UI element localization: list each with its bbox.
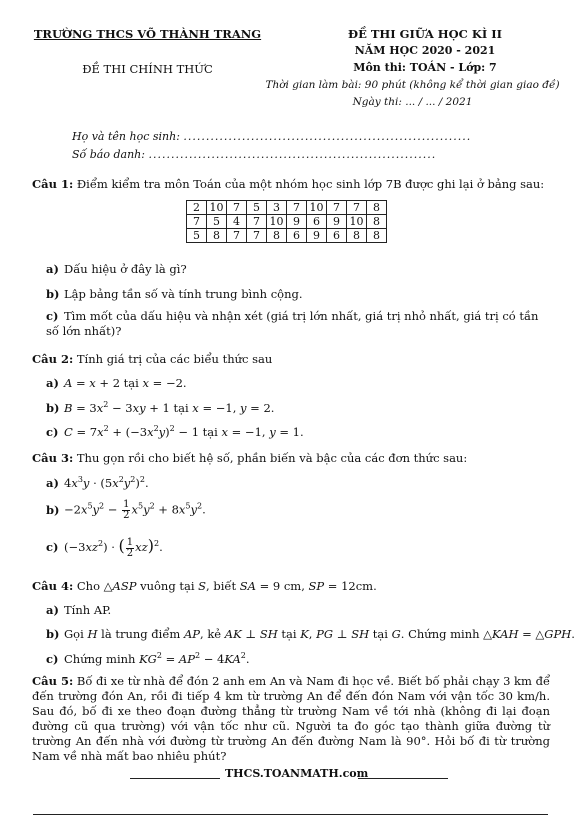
q2b-label: b) bbox=[46, 400, 60, 415]
table-cell: 8 bbox=[367, 215, 387, 229]
q1c bbox=[46, 309, 551, 339]
q3a-label: a) bbox=[46, 475, 59, 490]
score-table bbox=[186, 200, 387, 243]
table-cell: 10 bbox=[347, 215, 367, 229]
q5 bbox=[32, 674, 550, 764]
student-name-label: Họ và tên học sinh: bbox=[72, 130, 180, 143]
table-cell: 7 bbox=[347, 201, 367, 215]
q1a bbox=[46, 262, 187, 276]
table-cell: 7 bbox=[247, 229, 267, 243]
q2-label: Câu 2: bbox=[32, 352, 74, 366]
q1a-text: Dấu hiệu ở đây là gì? bbox=[64, 262, 187, 276]
exam-date: Ngày thi: ... / ... / 2021 bbox=[352, 96, 473, 108]
q1b-label: b) bbox=[46, 287, 60, 301]
student-id-dots: ................................................................ bbox=[148, 148, 437, 161]
official-label: ĐỀ THI CHÍNH THỨC bbox=[82, 62, 213, 76]
q3b-label: b) bbox=[46, 502, 60, 517]
table-cell: 7 bbox=[327, 201, 347, 215]
table-cell: 7 bbox=[187, 215, 207, 229]
table-cell: 2 bbox=[187, 201, 207, 215]
table-cell: 8 bbox=[207, 229, 227, 243]
q4b: b) Gọi H là trung điểm AP, kẻ AK ⊥ SH tại K, PG ⊥ SH tại G. Chứng minh △KAH = △GPH. bbox=[46, 627, 575, 641]
table-row bbox=[187, 229, 387, 243]
q2c-label: c) bbox=[46, 424, 59, 439]
q1b-text: Lập bảng tần số và tính trung bình cộng. bbox=[64, 287, 303, 301]
table-cell: 9 bbox=[327, 215, 347, 229]
q4a-text: Tính AP. bbox=[64, 603, 112, 617]
table-cell: 7 bbox=[287, 201, 307, 215]
table-cell: 7 bbox=[247, 215, 267, 229]
school-year: NĂM HỌC 2020 - 2021 bbox=[354, 44, 496, 57]
student-id-label: Số báo danh: bbox=[72, 148, 145, 161]
q2a: a) A = x + 2 tại x = −2. bbox=[46, 376, 187, 390]
subject: Môn thi: TOÁN - Lớp: 7 bbox=[353, 61, 497, 74]
table-cell: 9 bbox=[307, 229, 327, 243]
table-cell: 10 bbox=[207, 201, 227, 215]
q4-stem: Câu 4: Cho △ASP vuông tại S, biết SA = 9 cm, SP = 12cm. bbox=[32, 579, 377, 593]
duration: Thời gian làm bài: 90 phút (không kể thời gian giao đề) bbox=[265, 79, 560, 91]
q2a-label: a) bbox=[46, 376, 59, 390]
q5-label: Câu 5: bbox=[32, 674, 74, 688]
table-cell: 10 bbox=[307, 201, 327, 215]
table-cell: 6 bbox=[307, 215, 327, 229]
q4a-label: a) bbox=[46, 603, 59, 617]
q4a bbox=[46, 603, 111, 617]
exam-title: ĐỀ THI GIỮA HỌC KÌ II bbox=[348, 27, 502, 41]
q3-text: Thu gọn rồi cho biết hệ số, phần biến và bậc của các đơn thức sau: bbox=[76, 451, 468, 465]
q1c-label: c) bbox=[46, 309, 59, 323]
table-cell: 3 bbox=[267, 201, 287, 215]
student-id-line bbox=[72, 148, 436, 161]
bottom-rule bbox=[33, 814, 548, 815]
table-cell: 5 bbox=[247, 201, 267, 215]
table-cell: 4 bbox=[227, 215, 247, 229]
table-cell: 5 bbox=[207, 215, 227, 229]
table-row bbox=[187, 201, 387, 215]
q1-label: Câu 1: bbox=[32, 177, 74, 191]
q1-text: Điểm kiểm tra môn Toán của một nhóm học sinh lớp 7B được ghi lại ở bảng sau: bbox=[76, 177, 545, 191]
q1c-text: Tìm mốt của dấu hiệu và nhận xét (giá trị lớn nhất, giá trị nhỏ nhất, giá trị có tần số lớn nhất)? bbox=[46, 309, 539, 338]
footer-line-right bbox=[358, 778, 448, 779]
footer-site: THCS.TOANMATH.com bbox=[225, 767, 369, 780]
table-cell: 8 bbox=[367, 229, 387, 243]
table-cell: 6 bbox=[287, 229, 307, 243]
footer-line-left bbox=[130, 778, 220, 779]
q3c: c) $(-3xz^2)$ · ( $\frac{1}{2}$ xz)$^2$. bbox=[46, 536, 163, 559]
q4b-label: b) bbox=[46, 627, 60, 641]
q3-stem bbox=[32, 451, 467, 465]
q5-text: Bố đi xe từ nhà để đón 2 anh em An và Nam đi học về. Biết bố phải chạy 3 km để đến trường đón An, rồi đi tiếp 4 km từ trường An để đến đón Nam với vận tốc 30 km/h. Sau đó, bố đi xe theo đoạn đường thẳng từ trường Nam về tới nhà (không đi lại đoạn đường cũ qua trường) với vận tốc như cũ. Người ta đo góc tạo thành giữa đường từ trường An đến nhà với đường từ trường An đến đường Nam là 90°. Hỏi bố đi từ trường Nam về nhà mất bao nhiêu phút? bbox=[32, 674, 551, 763]
q1a-label: a) bbox=[46, 262, 59, 276]
table-row bbox=[187, 215, 387, 229]
q3-label: Câu 3: bbox=[32, 451, 74, 465]
q4c-label: c) bbox=[46, 651, 59, 666]
q4-label: Câu 4: bbox=[32, 579, 74, 593]
table-cell: 10 bbox=[267, 215, 287, 229]
q1b bbox=[46, 287, 303, 301]
q3b: $b) -2x^5y^2$ − $\frac{1}{2}$ $x^5y^2 + 8x^5y^2$. bbox=[46, 499, 206, 521]
table-cell: 8 bbox=[367, 201, 387, 215]
q4c: c) Chứng minh $KG^2 = AP^2 - 4KA^2$. bbox=[46, 651, 250, 666]
table-cell: 7 bbox=[227, 201, 247, 215]
q1-stem bbox=[32, 177, 544, 191]
table-cell: 5 bbox=[187, 229, 207, 243]
table-cell: 9 bbox=[287, 215, 307, 229]
school-name: TRƯỜNG THCS VÕ THÀNH TRANG bbox=[33, 27, 262, 41]
table-cell: 8 bbox=[267, 229, 287, 243]
q3a: a) $4x^3y \cdot (5x^2y^2)^2$. bbox=[46, 475, 149, 490]
table-cell: 7 bbox=[227, 229, 247, 243]
q2b: b) $B = 3x^2 - 3xy + 1$ tại x = −1, y = 2. bbox=[46, 400, 275, 415]
table-cell: 8 bbox=[347, 229, 367, 243]
q2-text: Tính giá trị của các biểu thức sau bbox=[76, 352, 273, 366]
q2c: c) $C = 7x^2 + (-3x^2y)^2 - 1$ tại x = −1, y = 1. bbox=[46, 424, 304, 439]
q3c-label: c) bbox=[46, 540, 59, 554]
student-name-dots: ................................................................ bbox=[183, 130, 472, 143]
q2-stem bbox=[32, 352, 272, 366]
table-cell: 6 bbox=[327, 229, 347, 243]
student-name-line bbox=[72, 130, 471, 143]
